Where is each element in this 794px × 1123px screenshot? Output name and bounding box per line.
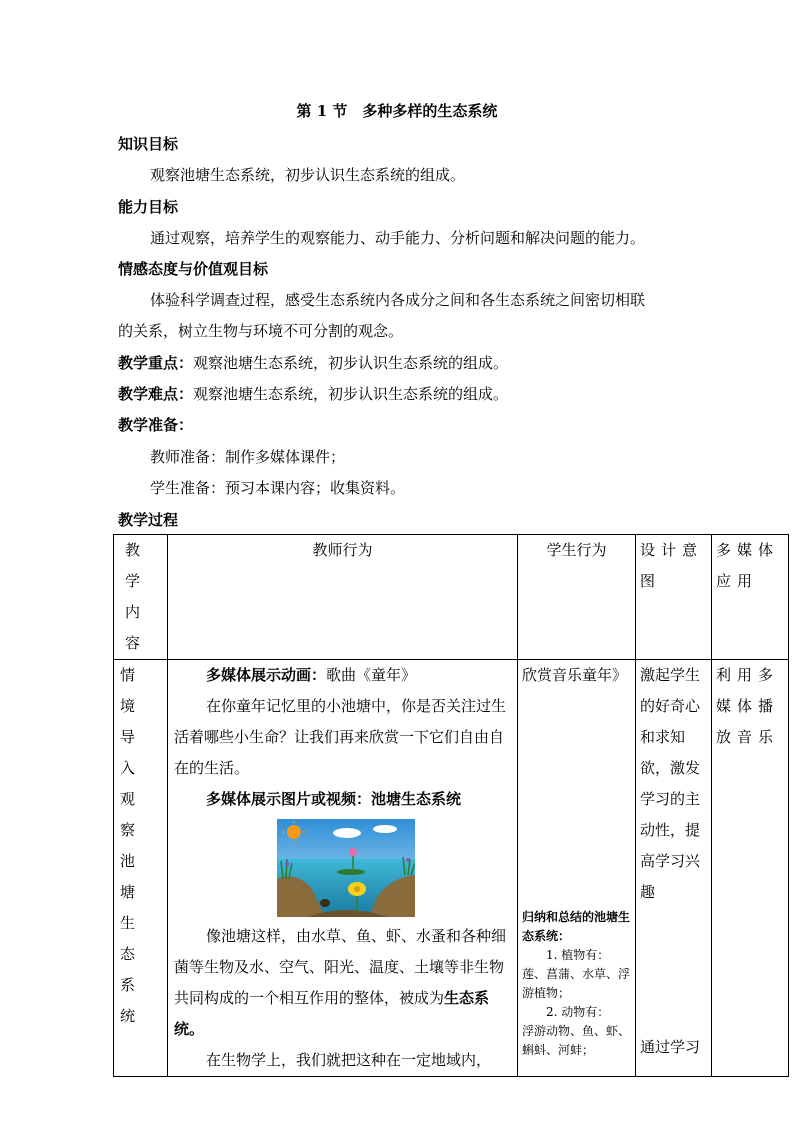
teacher-p4-text: 像池塘这样，由水草、鱼、虾、水蚤和各种细菌等生物及水、空气、阳光、温度、土壤等非生物共同构成的一个相互作用的整体，被成为 xyxy=(174,927,507,1007)
media-cell xyxy=(712,660,789,1077)
student-plants-label: 1. 植物有： xyxy=(546,948,610,962)
header-media: 多媒体应用 xyxy=(712,535,789,660)
emotion-text-2: 的关系，树立生物与环境不可分割的观念。 xyxy=(118,322,404,340)
student-cell xyxy=(518,660,636,1077)
difficult-point-label: 教学难点： xyxy=(118,385,194,403)
header-content: 教学内容 xyxy=(114,535,168,660)
key-point-label: 教学重点： xyxy=(118,354,194,372)
prep-heading: 教学准备： xyxy=(118,416,194,434)
emotion-heading: 情感态度与价值观目标 xyxy=(118,260,269,278)
student-summary xyxy=(522,908,634,1060)
knowledge-heading: 知识目标 xyxy=(118,135,179,153)
intent-1: 激起学生的好奇心和求知欲，激发学习的主动性，提高学习兴趣 xyxy=(640,666,701,901)
teacher-p4-bold: 生态系统。 xyxy=(174,989,490,1038)
header-student: 学生行为 xyxy=(518,535,636,660)
teacher-p1-bold: 多媒体展示动画： xyxy=(206,666,327,684)
header-teacher: 教师行为 xyxy=(168,535,518,660)
teacher-p4 xyxy=(174,921,511,1045)
student-activity-1: 欣赏音乐童年》 xyxy=(522,666,628,684)
teacher-cell xyxy=(168,660,518,1077)
difficult-point xyxy=(118,383,508,404)
teacher-p3: 多媒体展示图片或视频：池塘生态系统 xyxy=(206,790,462,808)
student-animals-label: 2. 动物有： xyxy=(546,1005,610,1019)
knowledge-text: 观察池塘生态系统，初步认识生态系统的组成。 xyxy=(150,166,466,184)
pond-ecosystem-image xyxy=(277,819,415,917)
process-heading: 教学过程 xyxy=(118,511,179,529)
table-row xyxy=(114,660,789,1077)
content-cell xyxy=(114,660,168,1077)
prep-student: 学生准备：预习本课内容；收集资料。 xyxy=(150,479,406,497)
ability-text: 通过观察，培养学生的观察能力、动手能力、分析问题和解决问题的能力。 xyxy=(150,229,646,247)
student-summary-title: 归纳和总结的池塘生态系统： xyxy=(522,910,631,943)
intent-cell xyxy=(636,660,712,1077)
teacher-p2: 在你童年记忆里的小池塘中，你是否关注过生活着哪些小生命？让我们再来欣赏一下它们自由自在的生活。 xyxy=(174,697,507,777)
ability-heading: 能力目标 xyxy=(118,198,179,216)
page-title: 第 1 节 多种多样的生态系统 xyxy=(296,102,498,120)
content-intro: 情境导入 xyxy=(120,666,152,777)
teacher-p5: 在生物学上，我们就把这种在一定地域内， xyxy=(206,1051,492,1069)
lesson-table xyxy=(113,534,789,1077)
prep-teacher: 教师准备：制作多媒体课件； xyxy=(150,448,346,466)
student-plants: 莲、菖蒲、水草、浮游植物； xyxy=(522,967,631,1000)
key-point-text: 观察池塘生态系统，初步认识生态系统的组成。 xyxy=(193,354,509,372)
intent-2: 通过学习 xyxy=(640,1038,701,1056)
header-intent: 设计意图 xyxy=(636,535,712,660)
media-1: 利用多媒体播放音乐 xyxy=(716,666,780,746)
student-animals: 浮游动物、鱼、虾、蝌蚪、河蚌； xyxy=(522,1024,631,1057)
table-header-row xyxy=(114,535,789,660)
teacher-p1 xyxy=(174,660,511,691)
emotion-text-1: 体验科学调查过程，感受生态系统内各成分之间和各生态系统之间密切相联 xyxy=(150,291,646,309)
difficult-point-text: 观察池塘生态系统，初步认识生态系统的组成。 xyxy=(193,385,509,403)
teacher-p1-rest: 歌曲《童年》 xyxy=(326,666,417,684)
content-observe: 观察池塘生态系统 xyxy=(120,790,152,1025)
key-point xyxy=(118,352,508,373)
